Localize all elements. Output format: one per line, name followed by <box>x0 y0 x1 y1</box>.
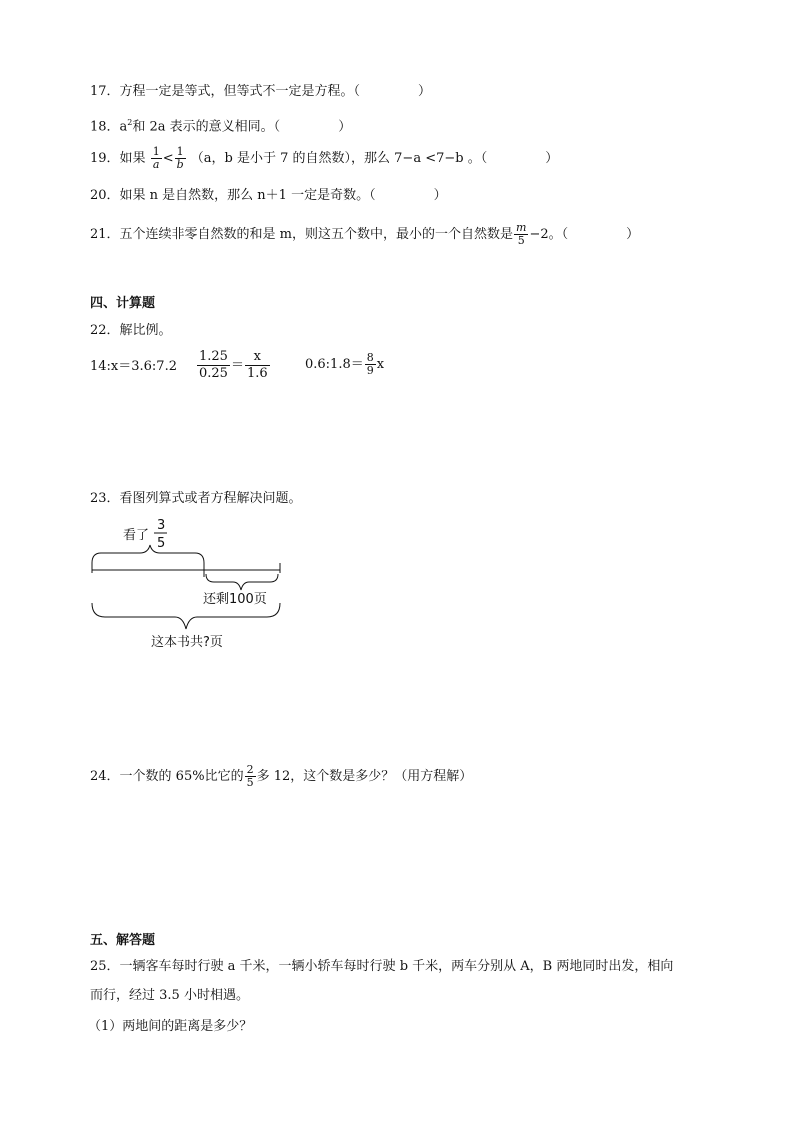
fraction: $\frac{1}{b}$ <box>176 145 184 171</box>
brace-left-pages <box>206 574 278 590</box>
question-24: 24．一个数的 65%比它的 $\frac{2}{5}$ 多 12，这个数是多少？（用方程解） <box>90 763 473 789</box>
equation-1: 14:x＝3.6:7.2 <box>90 359 177 374</box>
question-25-line1: 25．一辆客车每时行驶 a 千米，一辆小轿车每时行驶 b 千米，两车分别从 A，B 两地同时出发，相向 <box>90 959 674 974</box>
label-total: 这本书共?页 <box>151 635 223 650</box>
label-read: 看了 <box>123 528 150 543</box>
book-diagram <box>85 515 295 655</box>
question-17: 17．方程一定是等式，但等式不一定是方程。（ ） <box>90 84 432 99</box>
fraction: $\frac{m}{5}$ <box>516 221 527 247</box>
fraction-den: 5 <box>157 536 166 551</box>
brace-read <box>92 545 204 563</box>
question-25-sub1: （1）两地间的距离是多少？ <box>88 1019 253 1034</box>
fraction-num: 3 <box>157 518 166 533</box>
question-19: 19．如果 $\frac{1}{a}$ < $\frac{1}{b}$ （a，b 是小于 7 的自然数），那么 7−a <7−b 。（ ） <box>90 145 559 171</box>
question-25-line2: 而行，经过 3.5 小时相遇。 <box>90 988 249 1003</box>
fraction: $\frac{2}{5}$ <box>246 763 254 789</box>
label-left-pages: 还剩100页 <box>203 592 267 607</box>
question-21: 21．五个连续非零自然数的和是 m，则这五个数中，最小的一个自然数是 $\frac{m}{5}$ −2。（ ） <box>90 221 640 247</box>
fraction: $\frac{1}{a}$ <box>152 145 160 171</box>
question-22-title: 22．解比例。 <box>90 323 172 338</box>
question-18: 18．$a^2$和 2a 表示的意义相同。（ ） <box>90 118 352 135</box>
section-heading: 四、计算题 <box>90 296 156 311</box>
equation-2: $\frac{1.25}{0.25}$ ＝ $\frac{x}{1.6}$ <box>199 349 268 381</box>
question-23-title: 23．看图列算式或者方程解决问题。 <box>90 491 302 506</box>
equation-3: 0.6:1.8＝ $\frac{8}{9}$ x <box>305 351 385 377</box>
question-20: 20．如果 n 是自然数，那么 n＋1 一定是奇数。（ ） <box>90 188 447 203</box>
section-heading: 五、解答题 <box>90 933 156 948</box>
